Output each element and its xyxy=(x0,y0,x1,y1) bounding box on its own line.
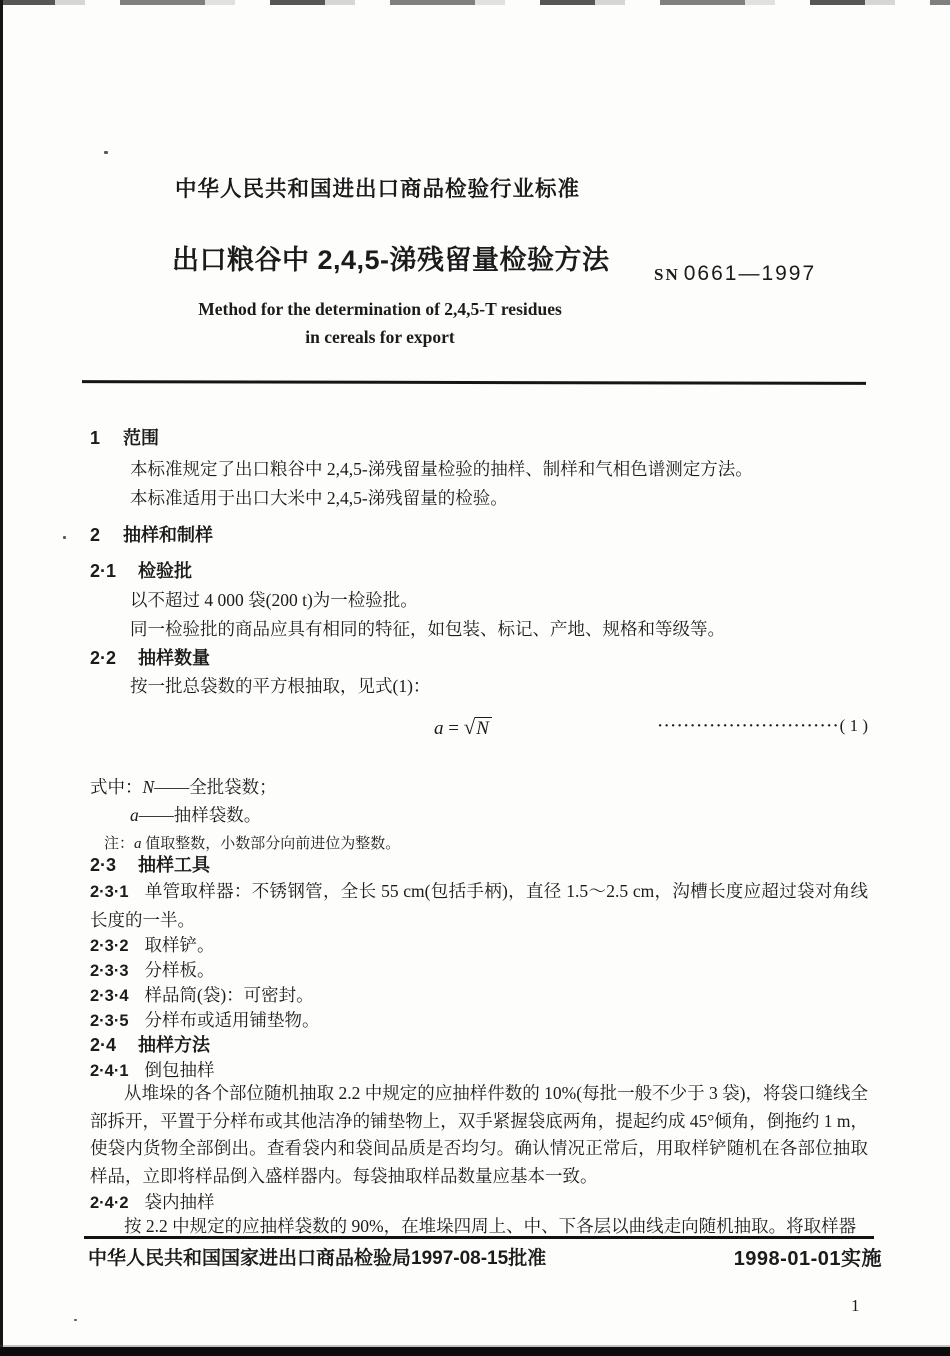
section-title: 检验批 xyxy=(138,561,192,581)
document-title-chinese: 出口粮谷中 2,4,5-涕残留量检验方法 xyxy=(172,245,610,275)
where-line-n xyxy=(90,773,868,801)
section-number: 2·3·3 xyxy=(90,962,129,980)
symbol-n: N xyxy=(142,777,155,797)
paragraph: 按 2.2 中规定的应抽样袋数的 90%，在堆垛四周上、中、下各层以曲线走向随机抽取。将取样器 xyxy=(124,1216,857,1236)
section-number: 2·3·4 xyxy=(90,987,129,1005)
section-2-3-1 xyxy=(90,877,868,934)
where-n-text: 全批袋数； xyxy=(189,777,277,797)
section-number: 2·3 xyxy=(90,855,117,875)
leader-dots: ···························· xyxy=(657,718,840,734)
section-heading-2 xyxy=(90,521,868,549)
section-number: 2·2 xyxy=(90,648,117,668)
section-title: 抽样和制样 xyxy=(123,525,213,545)
where-a-text: 抽样袋数。 xyxy=(173,805,262,825)
section-number: 2 xyxy=(90,525,101,545)
dash: —— xyxy=(138,805,174,825)
equation xyxy=(434,715,492,740)
scan-border-top xyxy=(0,0,950,5)
approval-statement: 中华人民共和国国家进出口商品检验局1997-08-15批准 xyxy=(88,1248,547,1269)
note-text: 值取整数，小数部分向前进位为整数。 xyxy=(141,836,401,852)
section-title: 抽样数量 xyxy=(138,648,210,668)
paragraph: 本标准适用于出口大米中 2,4,5-涕残留量的检验。 xyxy=(130,488,508,508)
section-heading-2-3 xyxy=(90,851,868,879)
paragraph: 同一检验批的商品应具有相同的特征，如包装、标记、产地、规格和等级等。 xyxy=(130,619,725,639)
scan-border-bottom xyxy=(0,1347,950,1356)
formula-radicand: N xyxy=(475,717,492,739)
paragraph: 本标准规定了出口粮谷中 2,4,5-涕残留量检验的抽样、制样和气相色谱测定方法。 xyxy=(130,459,753,479)
standard-number-prefix: SN xyxy=(654,265,680,284)
note-label: 注： xyxy=(104,836,135,852)
document-title-english xyxy=(115,295,645,351)
section-heading-2-2 xyxy=(90,644,868,672)
paragraph: 以不超过 4 000 袋(200 t)为一检验批。 xyxy=(130,590,418,610)
dash: —— xyxy=(154,777,190,797)
where-line-a xyxy=(90,801,908,829)
implementation-date: 1998-01-01实施 xyxy=(733,1248,882,1270)
header-rule xyxy=(82,380,866,385)
section-title: 抽样方法 xyxy=(138,1035,210,1055)
where-label: 式中： xyxy=(90,777,143,797)
section-text: 分样布或适用铺垫物。 xyxy=(144,1010,320,1030)
section-number: 2·1 xyxy=(90,561,117,581)
radical-sign: √ xyxy=(463,715,476,739)
scan-speck xyxy=(74,1319,77,1321)
section-title: 袋内抽样 xyxy=(144,1192,215,1212)
section-number: 2·4·1 xyxy=(90,1062,129,1080)
standard-number xyxy=(654,262,816,286)
section-heading-1 xyxy=(90,424,868,452)
section-heading-2-1 xyxy=(90,557,868,585)
title-english-line1: Method for the determination of 2,4,5-T residues xyxy=(198,299,562,319)
page-number: 1 xyxy=(851,1296,860,1315)
formula-1 xyxy=(90,713,868,749)
formula-number: ( 1 ) xyxy=(839,716,868,735)
scan-border-left xyxy=(0,0,3,1356)
paragraph: 按一批总袋数的平方根抽取，见式(1)： xyxy=(130,676,431,696)
scan-speck xyxy=(104,151,108,154)
section-title: 抽样工具 xyxy=(138,855,210,875)
equals-sign: = xyxy=(448,718,459,739)
section-number: 2·4·2 xyxy=(90,1194,129,1212)
standard-number-value: 0661—1997 xyxy=(683,262,817,285)
scan-speck xyxy=(63,536,66,539)
standard-type-heading: 中华人民共和国进出口商品检验行业标准 xyxy=(175,177,581,201)
section-number: 2·3·5 xyxy=(90,1012,129,1030)
section-text: 单管取样器：不锈钢管，全长 55 cm(包括手柄)，直径 1.5～2.5 cm，沟槽长度应超过袋对角线长度的一半。 xyxy=(90,881,868,930)
paragraph: 从堆垛的各个部位随机抽取 2.2 中规定的应抽样件数的 10%(每批一般不少于 3 袋)，将袋口缝线全部拆开，平置于分样布或其他洁净的铺垫物上，双手紧握袋底两角，提起约成 45°倾角，倒拖约 1 m，使袋内货物全部倒出。查看袋内和袋间品质是否均匀。确认情况正常后，用取样铲随机在各部位抽取样品，立即将样品倒入盛样器内。每袋抽取样品数量应基本一致。 xyxy=(90,1083,868,1186)
formula-leader xyxy=(658,716,868,736)
section-number: 1 xyxy=(90,428,101,448)
symbol-a: a xyxy=(130,805,139,825)
section-number: 2·3·2 xyxy=(90,937,129,955)
section-text: 取样铲。 xyxy=(144,935,215,955)
title-english-line2: in cereals for export xyxy=(305,327,455,347)
section-text: 样品筒(袋)：可密封。 xyxy=(144,985,314,1005)
formula-lhs: a xyxy=(434,718,444,739)
section-heading-2-4 xyxy=(90,1031,868,1059)
section-text: 分样板。 xyxy=(144,960,215,980)
section-title: 范围 xyxy=(123,428,159,448)
note-symbol: a xyxy=(134,836,142,852)
footer-rule xyxy=(84,1236,874,1239)
section-number: 2·3·1 xyxy=(90,883,129,901)
section-number: 2·4 xyxy=(90,1035,117,1055)
section-title: 倒包抽样 xyxy=(144,1060,215,1080)
